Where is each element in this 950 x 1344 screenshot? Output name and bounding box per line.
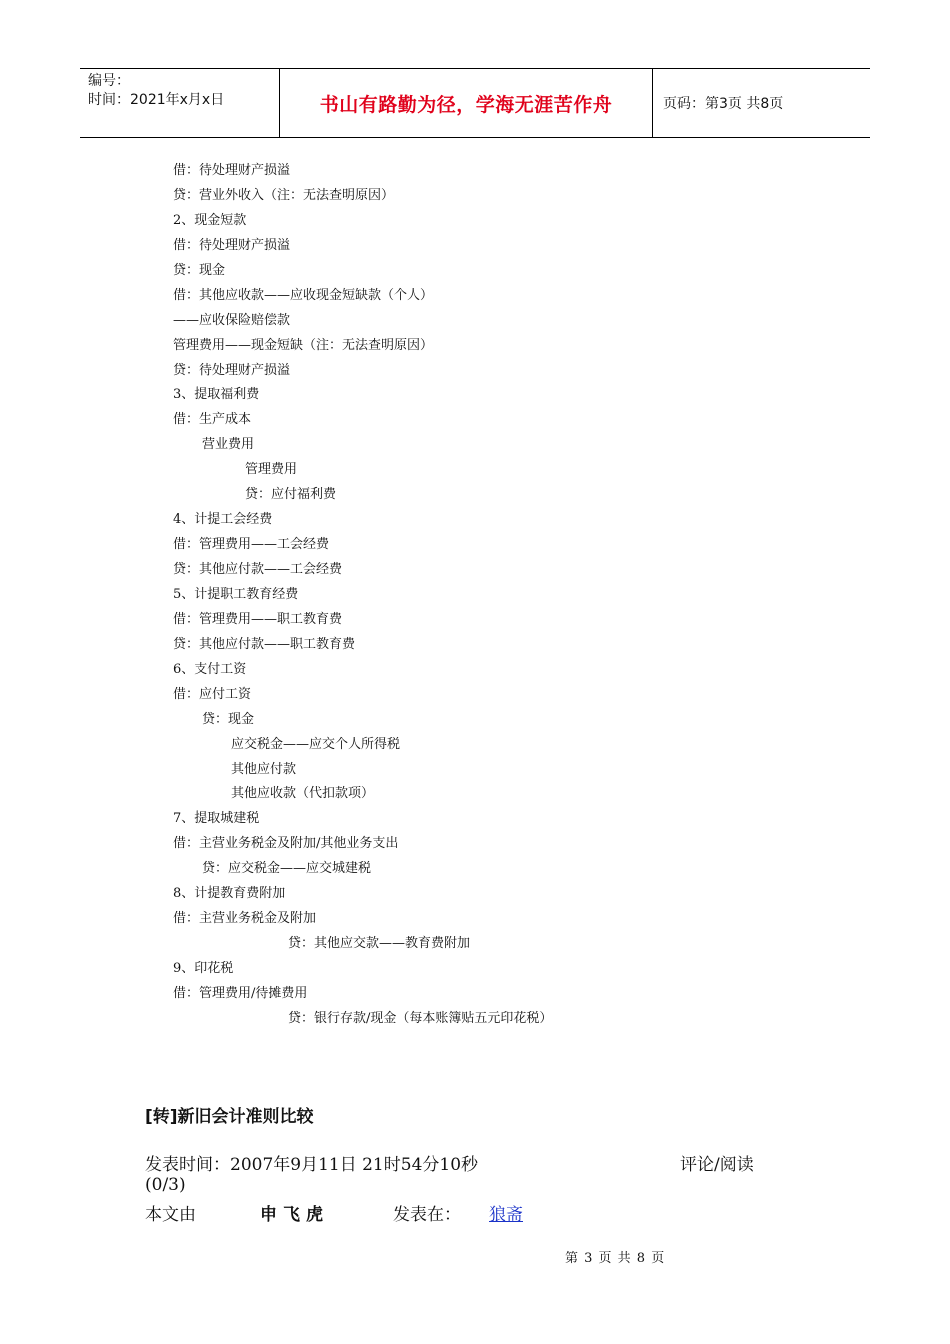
entry-line: 管理费用——现金短缺（注：无法查明原因） <box>173 337 434 353</box>
entry-line: 借：其他应收款——应收现金短缺款（个人） <box>173 287 434 303</box>
entry-line: 借：管理费用——工会经费 <box>173 537 330 553</box>
blog-link[interactable]: 狼斋 <box>489 1205 523 1225</box>
header-left-cell <box>80 69 280 137</box>
entry-heading: 6、支付工资 <box>173 661 247 677</box>
entry-heading: 5、计提职工教育经费 <box>173 586 299 602</box>
entry-heading: 4、计提工会经费 <box>173 512 273 528</box>
article-title: [转]新旧会计准则比较 <box>145 1107 314 1127</box>
entry-line: 贷：现金 <box>173 262 226 278</box>
entry-line: 营业费用 <box>202 437 255 453</box>
entry-line: 借：管理费用——职工教育费 <box>173 611 343 627</box>
comment-read-counts: (0/3) <box>145 1175 186 1195</box>
entry-line: 贷：其他应付款——职工教育费 <box>173 636 356 652</box>
journal-entries <box>173 159 552 1032</box>
entry-line: 贷：其他应付款——工会经费 <box>173 562 343 577</box>
entry-line: 借：应付工资 <box>173 686 252 702</box>
time-label: 时间：2021年x月x日 <box>88 92 225 108</box>
entry-line: 管理费用 <box>245 462 298 478</box>
entry-line: 借：主营业务税金及附加/其他业务支出 <box>173 836 399 852</box>
entry-line: 借：生产成本 <box>173 412 252 428</box>
entry-line: 贷：待处理财产损溢 <box>173 362 291 378</box>
entry-line: 借：主营业务税金及附加 <box>173 911 317 927</box>
entry-line: 贷：其他应交款——教育费附加 <box>288 936 471 952</box>
posted-in-label: 发表在： <box>393 1205 461 1225</box>
entry-line: 贷：银行存款/现金（每本账簿贴五元印花税） <box>288 1010 553 1026</box>
entry-line: ——应收保险赔偿款 <box>173 312 291 328</box>
entry-line: 贷：应交税金——应交城建税 <box>202 861 372 877</box>
entry-heading: 3、提取福利费 <box>173 387 260 403</box>
serial-label: 编号： <box>88 73 130 89</box>
entry-line: 借：管理费用/待摊费用 <box>173 985 308 1001</box>
entry-line: 贷：应付福利费 <box>245 487 337 503</box>
entry-line: 应交税金——应交个人所得税 <box>231 736 401 752</box>
header-motto: 书山有路勤为径，学海无涯苦作舟 <box>280 69 653 137</box>
entry-line: 其他应收款（代扣款项） <box>231 786 375 802</box>
header-page-code: 页码：第3页 共8页 <box>663 96 784 112</box>
entry-line: 贷：营业外收入（注：无法查明原因） <box>173 187 395 203</box>
entry-line: 其他应付款 <box>231 761 297 777</box>
entry-line: 借：待处理财产损溢 <box>173 237 291 253</box>
entry-heading: 7、提取城建税 <box>173 811 260 827</box>
entry-heading: 8、计提教育费附加 <box>173 886 286 902</box>
entry-line: 贷：现金 <box>202 711 255 727</box>
by-prefix: 本文由 <box>145 1205 196 1225</box>
entry-heading: 9、印花税 <box>173 961 234 976</box>
publish-time: 发表时间：2007年9月11日 21时54分10秒 <box>145 1155 479 1175</box>
author-name: 申飞虎 <box>260 1205 329 1225</box>
footer-page-number: 第 3 页 共 8 页 <box>565 1251 665 1266</box>
entry-line: 借：待处理财产损溢 <box>173 163 291 178</box>
page-header <box>80 68 870 138</box>
entry-heading: 2、现金短款 <box>173 212 247 228</box>
comments-label: 评论/阅读 <box>680 1155 754 1175</box>
